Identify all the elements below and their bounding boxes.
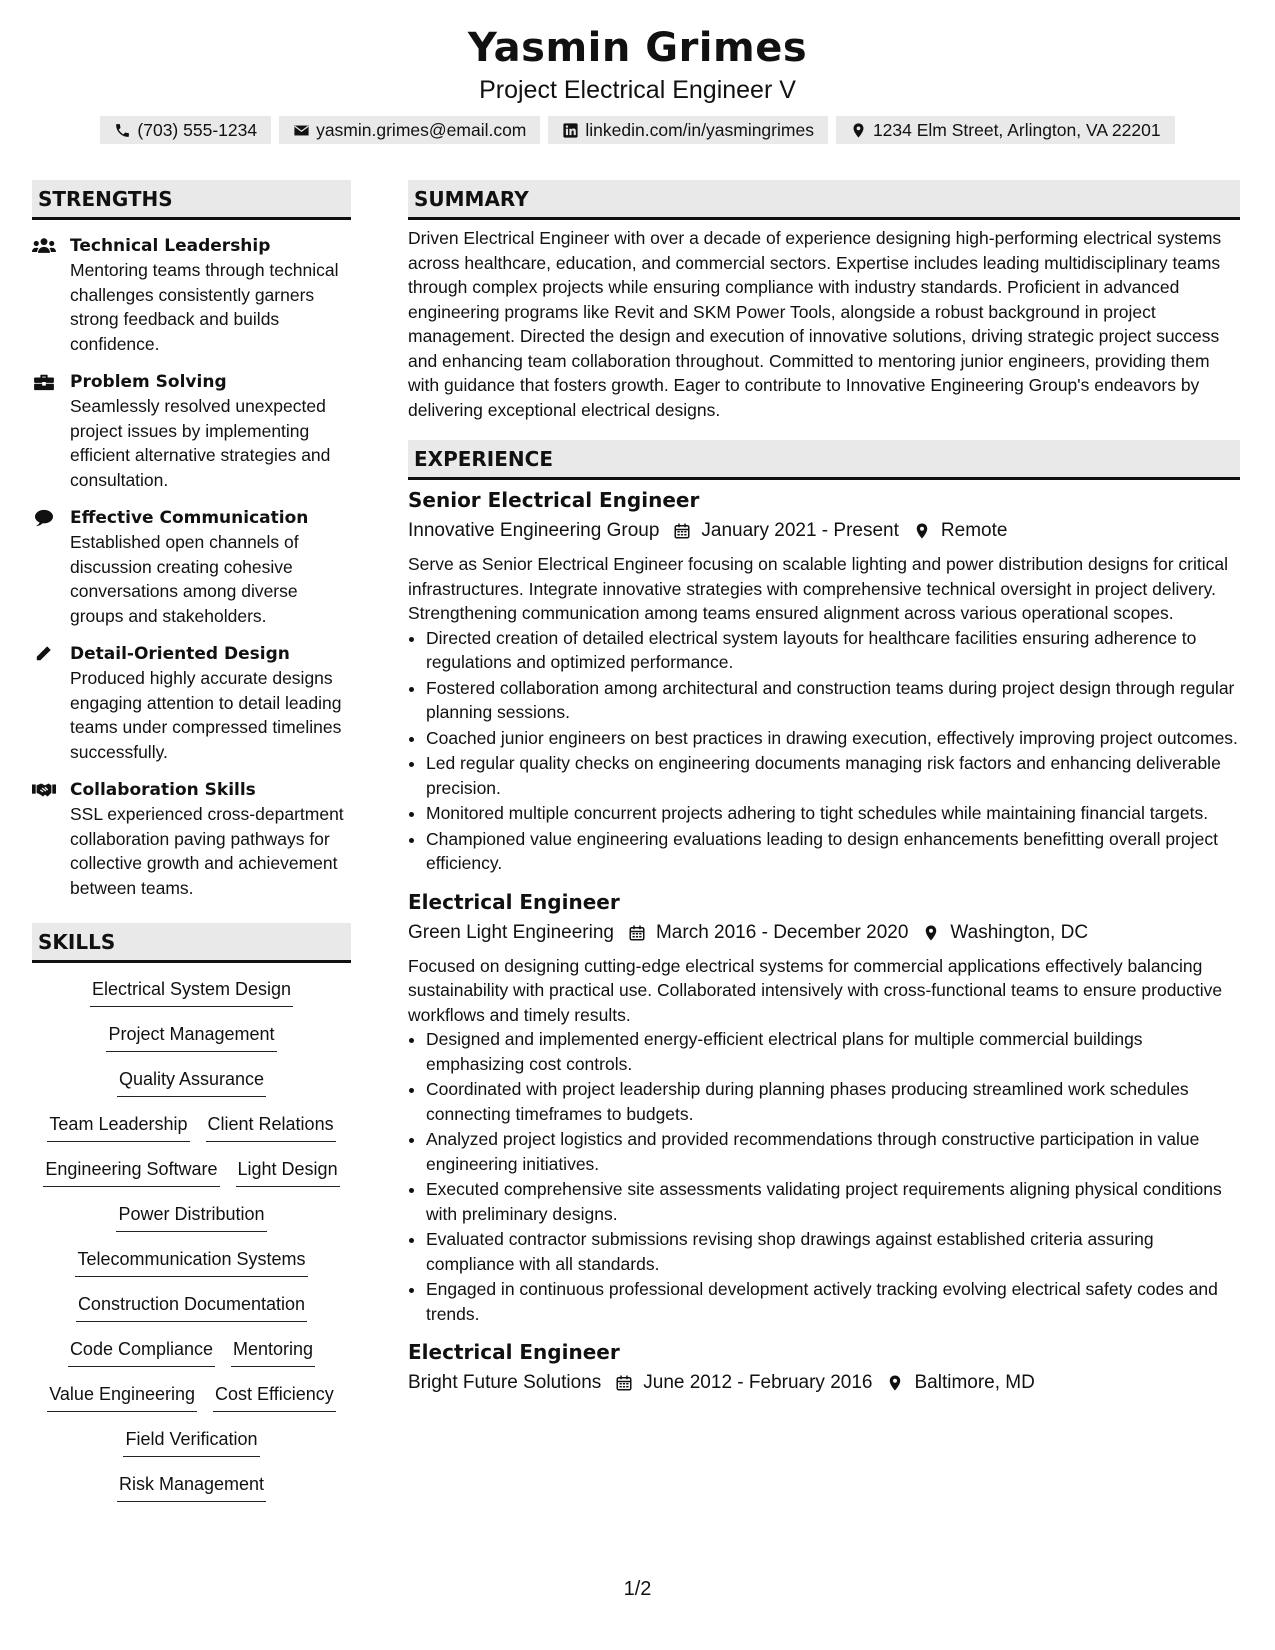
contact-bar [0,116,1275,144]
job-bullet: • Executed comprehensive site assessments validating project requirements aligning physical conditions with preliminary designs. [426,1177,1240,1226]
strength-item [32,234,351,356]
skill-tag: Electrical System Design [90,977,293,1007]
phone-icon [114,122,131,139]
skills-list [32,977,351,1517]
job-meta [408,516,1240,546]
strength-item [32,370,351,492]
candidate-title: Project Electrical Engineer V [479,76,796,104]
skill-row [32,1067,351,1112]
job-meta [408,1368,1240,1398]
skill-tag: Power Distribution [116,1202,266,1232]
job-bullet: • Directed creation of detailed electrical system layouts for healthcare facilities ensuring adherence to regulations and optimized performance. [426,626,1240,675]
contact-email[interactable] [279,116,540,144]
strength-desc: SSL experienced cross-department collaboration paving pathways for collective growth and achievement between teams. [70,804,344,898]
job-title: Electrical Engineer [408,889,620,914]
skill-row [32,1157,351,1202]
job-company: Green Light Engineering [408,921,614,943]
skill-row [32,1247,351,1292]
skill-row [32,1337,351,1382]
job-bullets [408,1027,1240,1326]
job-location: Baltimore, MD [914,1372,1035,1393]
strengths-heading: STRENGTHS [32,180,351,220]
skill-tag: Quality Assurance [117,1067,266,1097]
job-bullet: • Analyzed project logistics and provided recommendations through constructive participation in value engineering initiatives. [426,1127,1240,1176]
calendar-icon [673,522,691,540]
toolbox-icon [32,373,56,391]
skill-row [32,1382,351,1427]
skill-row [32,1427,351,1472]
speech-bubble-icon [32,509,56,527]
contact-email-text: yasmin.grimes@email.com [316,119,527,140]
strength-name: Effective Communication [70,508,309,528]
contact-address-text: 1234 Elm Street, Arlington, VA 22201 [872,119,1161,140]
contact-address [836,116,1175,144]
job-bullet: • Coached junior engineers on best practices in drawing execution, effectively improving project outcomes. [426,726,1240,751]
job-entry [408,888,1240,1327]
job-entry [408,486,1240,876]
right-column [408,180,1240,1398]
skill-tag: Field Verification [123,1427,259,1457]
job-location: Remote [940,520,1008,541]
map-pin-icon [886,1374,904,1392]
skill-row [32,1292,351,1337]
job-bullet: • Monitored multiple concurrent projects adhering to tight schedules while maintaining financial targets. [426,801,1240,826]
skill-tag: Project Management [106,1022,276,1052]
experience-heading: EXPERIENCE [408,440,1240,480]
strength-desc: Produced highly accurate designs engaging attention to detail leading teams under compressed timelines successfully. [70,668,342,762]
map-pin-icon [922,924,940,942]
contact-linkedin-text: linkedin.com/in/yasmingrimes [585,119,814,140]
skill-row [32,1472,351,1517]
calendar-icon [615,1374,633,1392]
skill-tag: Team Leadership [47,1112,189,1142]
handshake-icon [32,781,56,799]
job-description: Focused on designing cutting-edge electrical systems for commercial applications effectively balancing sustainability with practical use. Collaborated intensively with cross-functional teams to ensure productive workflows and timely results. [408,955,1223,1025]
strength-name: Detail-Oriented Design [70,644,290,664]
strength-name: Collaboration Skills [70,780,256,800]
strength-name: Problem Solving [70,372,227,392]
job-location: Washington, DC [950,921,1089,943]
skill-tag: Code Compliance [68,1337,215,1367]
skill-row [32,1022,351,1067]
job-company: Innovative Engineering Group [408,520,660,541]
skill-row [32,1202,351,1247]
job-bullet: • Led regular quality checks on engineering documents managing risk factors and enhancing deliverable precision. [426,751,1240,800]
skill-tag: Construction Documentation [76,1292,307,1322]
users-icon [32,237,56,255]
skill-tag: Value Engineering [47,1382,197,1412]
page-number: 1/2 [623,1578,652,1600]
skill-tag: Risk Management [117,1472,266,1502]
job-title: Senior Electrical Engineer [408,488,700,512]
strength-item [32,506,351,628]
skill-row [32,1112,351,1157]
linkedin-icon [562,122,579,139]
job-dates: March 2016 - December 2020 [655,921,909,943]
job-bullet: • Championed value engineering evaluations leading to design enhancements benefitting overall project efficiency. [426,827,1240,876]
skill-tag: Client Relations [206,1112,336,1142]
contact-phone-text: (703) 555-1234 [137,119,258,140]
job-bullet: • Designed and implemented energy-efficient electrical plans for multiple commercial buildings emphasizing cost controls. [426,1027,1240,1076]
job-company: Bright Future Solutions [408,1372,602,1393]
job-title: Electrical Engineer [408,1340,620,1364]
envelope-icon [293,122,310,139]
skill-tag: Mentoring [231,1337,315,1367]
candidate-name: Yasmin Grimes [467,25,808,71]
skills-heading: SKILLS [32,923,351,963]
pencil-icon [32,645,56,663]
contact-linkedin[interactable] [548,116,828,144]
skill-tag: Telecommunication Systems [75,1247,307,1277]
summary-heading: SUMMARY [408,180,1240,220]
skill-row [32,977,351,1022]
map-pin-icon [913,522,931,540]
job-dates: January 2021 - Present [701,520,899,541]
job-dates: June 2012 - February 2016 [643,1372,873,1393]
job-bullet: • Engaged in continuous professional development actively tracking evolving electrical safety codes and trends. [426,1277,1240,1326]
left-column [32,180,351,1517]
summary-text: Driven Electrical Engineer with over a decade of experience designing high-performing electrical systems across healthcare, education, and commercial sectors. Expertise includes leading multidisciplinary teams through complex projects while ensuring compliance with industry standards. Proficient in advanced engineering programs like Revit and SKM Power Tools, alongside a robust background in project management. Directed the design and execution of innovative solutions, driving strategic project success and enhancing team collaboration throughout. Committed to mentoring junior engineers, providing them with guidance that fosters growth. Eager to contribute to Innovative Engineering Group's endeavors by delivering exceptional electrical designs. [408,228,1222,420]
job-description: Serve as Senior Electrical Engineer focusing on scalable lighting and power distribution designs for critical infrastructures. Integrate innovative strategies with comprehensive technical oversight in project delivery. Strengthening communication among teams ensured alignment across various operational scopes. [408,554,1229,623]
job-entry [408,1338,1240,1398]
strength-desc: Established open channels of discussion creating cohesive conversations among diverse groups and stakeholders. [70,532,299,626]
strength-desc: Mentoring teams through technical challenges consistently garners strong feedback and builds confidence. [70,260,339,354]
job-bullet: • Fostered collaboration among architectural and construction teams during project design through regular planning sessions. [426,676,1240,725]
strength-item [32,642,351,764]
calendar-icon [628,924,646,942]
job-bullets [408,626,1240,876]
job-bullet: • Evaluated contractor submissions revising shop drawings against established criteria assuring compliance with all standards. [426,1227,1240,1276]
strength-item [32,778,351,900]
skill-tag: Light Design [236,1157,340,1187]
map-pin-icon [850,122,867,139]
skill-tag: Cost Efficiency [213,1382,336,1412]
strength-name: Technical Leadership [70,236,271,256]
skill-tag: Engineering Software [43,1157,219,1187]
strength-desc: Seamlessly resolved unexpected project issues by implementing efficient alternative strategies and consultation. [70,396,331,490]
resume-header [0,22,1275,144]
job-meta [408,918,1240,948]
contact-phone[interactable] [100,116,271,144]
job-bullet: • Coordinated with project leadership during planning phases producing streamlined work schedules connecting timeframes to budgets. [426,1077,1240,1126]
